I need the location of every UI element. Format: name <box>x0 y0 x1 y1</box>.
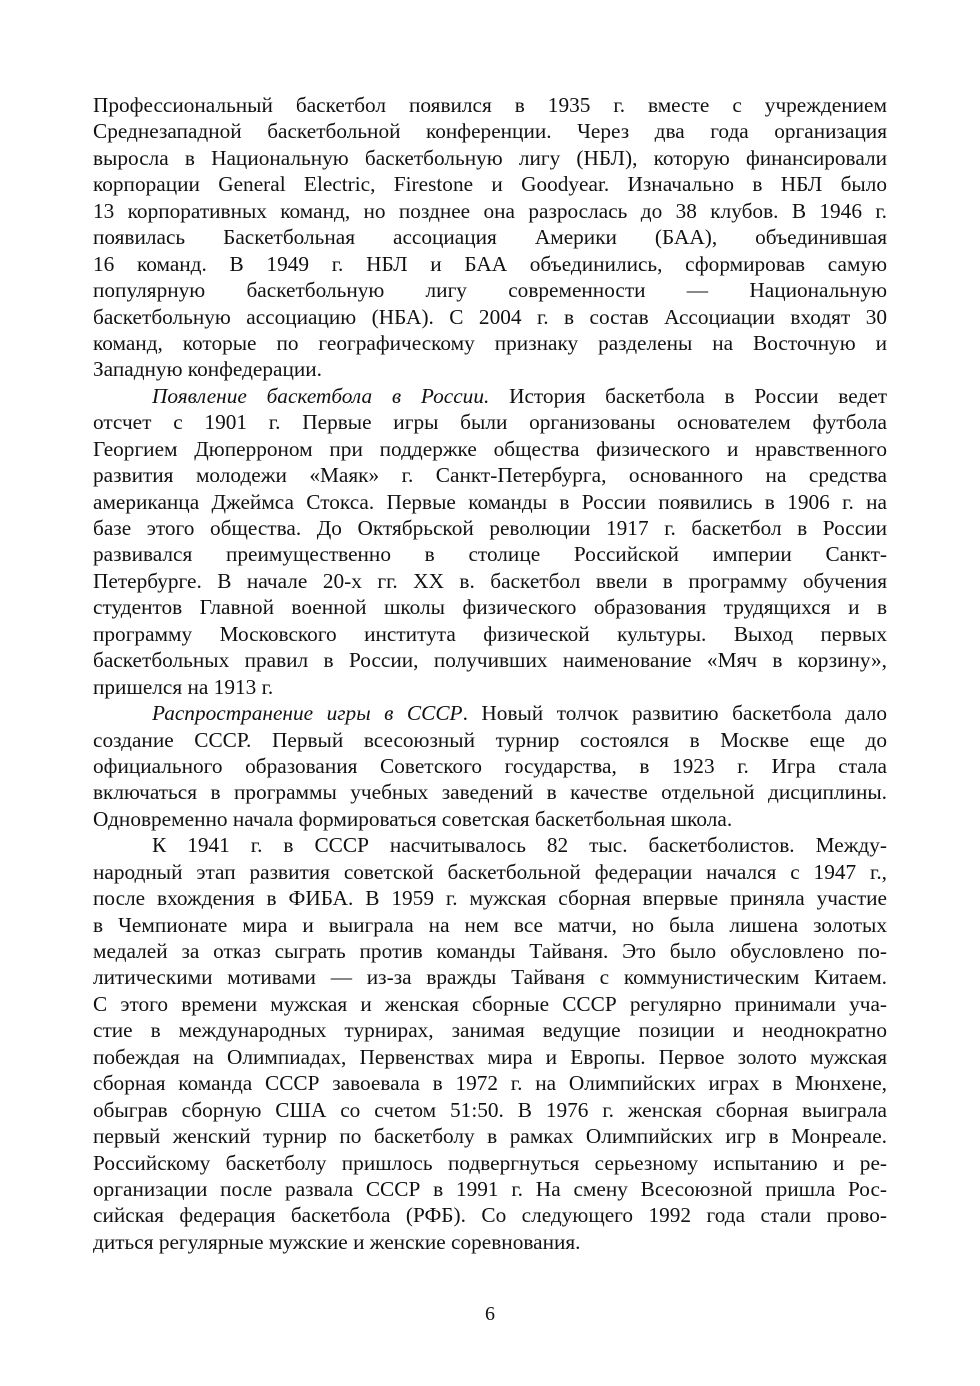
text-line: появилась Баскетбольная ассоциация Америки (БАА), объединившая <box>93 225 887 250</box>
text-line: стие в международных турнирах, занимая ведущие позиции и неоднократно <box>93 1018 887 1043</box>
text-line: обыграв сборную США со счетом 51:50. В 1976 г. женская сборная выиграла <box>93 1097 887 1122</box>
text-line: Среднезападной баскетбольной конференции. Через два года организация <box>93 119 887 144</box>
text-line: К 1941 г. в СССР насчитывалось 82 тыс. баскетболистов. Между- <box>152 833 887 858</box>
text-line: студентов Главной военной школы физического образования трудящихся и в <box>93 595 887 620</box>
text-line: популярную баскетбольную лигу современности — Национальную <box>93 278 887 303</box>
paragraph-spread-in-ussr <box>93 700 887 832</box>
text-line: программу Московского института физической культуры. Выход первых <box>93 621 887 646</box>
paragraph-basketball-in-russia <box>93 383 887 700</box>
text-line: Петербурге. В начале 20-х гг. XX в. баскетбол ввели в программу обучения <box>93 568 887 593</box>
paragraph-nba-history <box>93 92 887 383</box>
text-line <box>93 383 887 409</box>
text-line: баскетбольную ассоциацию (НБА). С 2004 г. в состав Ассоциации входят 30 <box>93 304 887 329</box>
text-line: С этого времени мужская и женская сборные СССР регулярно принимали уча- <box>93 991 887 1016</box>
text-line: после вхождения в ФИБА. В 1959 г. мужская сборная впервые приняла участие <box>93 886 887 911</box>
text-line: развития молодежи «Маяк» г. Санкт-Петербурга, основанного на средства <box>93 463 887 488</box>
text-line: побеждая на Олимпиадах, Первенствах мира и Европы. Первое золото мужская <box>93 1044 887 1069</box>
text-line: Одновременно начала формироваться советская баскетбольная школа. <box>93 806 733 831</box>
text-line: организации после развала СССР в 1991 г. На смену Всесоюзной пришла Рос- <box>93 1176 887 1201</box>
text-line: первый женский турнир по баскетболу в рамках Олимпийских игр в Монреале. <box>93 1124 887 1149</box>
text-line: в Чемпионате мира и выиграла на нем все матчи, но была лишена золотых <box>93 912 887 937</box>
text-line: диться регулярные мужские и женские соревнования. <box>93 1229 581 1254</box>
page-number: 6 <box>485 1303 495 1325</box>
section-heading-italic: Распространение игры в СССР <box>152 701 463 726</box>
text-line: создание СССР. Первый всесоюзный турнир состоялся в Москве еще до <box>93 727 887 752</box>
text-line: корпорации General Electric, Firestone и Goodyear. Изначально в НБЛ было <box>93 172 887 197</box>
text-line: 13 корпоративных команд, но позднее она разрослась до 38 клубов. В 1946 г. <box>93 198 887 223</box>
text-line: официального образования Советского государства, в 1923 г. Игра стала <box>93 753 887 778</box>
text-line: пришелся на 1913 г. <box>93 674 274 699</box>
text-span: . Новый толчок развитию баскетбола дало <box>462 701 887 726</box>
text-line: народный этап развития советской баскетбольной федерации начался с 1947 г., <box>93 859 887 884</box>
text-line: базе этого общества. До Октябрьской революции 1917 г. баскетбол в России <box>93 516 887 540</box>
text-line: Георгием Дюперроном при поддержке общества физического и нравственного <box>93 436 887 461</box>
text-line: отсчет с 1901 г. Первые игры были организованы основателем футбола <box>93 410 887 435</box>
text-line: американца Джеймса Стокса. Первые команды в России появились в 1906 г. на <box>93 489 887 514</box>
text-line: медалей за отказ сыграть против команды Тайваня. Это было обусловлено по- <box>93 939 887 963</box>
text-line: сийская федерация баскетбола (РФБ). Со следующего 1992 года стали прово- <box>93 1203 887 1228</box>
text-line: Российскому баскетболу пришлось подвергнуться серьезному испытанию и ре- <box>93 1150 887 1175</box>
text-line: Западную конфедерации. <box>93 357 322 382</box>
text-line: выросла в Национальную баскетбольную лигу (НБЛ), которую финансировали <box>93 145 887 170</box>
text-line: развивался преимущественно в столице Российской империи Санкт- <box>93 542 887 567</box>
paragraph-international-stage <box>93 832 887 1255</box>
section-heading-italic: Появление баскетбола в России. <box>152 383 490 408</box>
text-line: литическими мотивами — из-за вражды Тайваня с коммунистическим Китаем. <box>93 965 887 990</box>
text-line: баскетбольных правил в России, получивших наименование «Мяч в корзину», <box>93 648 887 673</box>
text-line: 16 команд. В 1949 г. НБЛ и БАА объединились, сформировав самую <box>93 251 887 276</box>
text-line: Профессиональный баскетбол появился в 1935 г. вместе с учреждением <box>93 93 887 117</box>
text-span: История баскетбола в России ведет <box>489 383 888 408</box>
text-line: сборная команда СССР завоевала в 1972 г. на Олимпийских играх в Мюнхене, <box>93 1071 887 1096</box>
text-line <box>93 700 887 726</box>
text-line: включаться в программы учебных заведений в качестве отдельной дисциплины. <box>93 780 887 805</box>
document-page <box>93 92 887 1255</box>
text-line: команд, которые по географическому признаку разделены на Восточную и <box>93 330 887 355</box>
